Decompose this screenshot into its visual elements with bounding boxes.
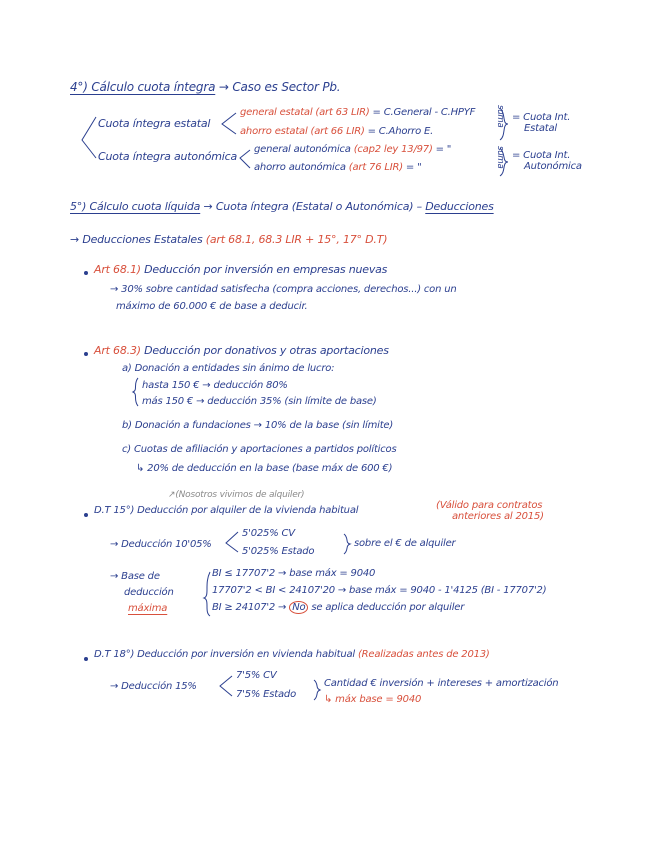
deducciones-estatales-line xyxy=(70,233,387,246)
art683-title-red: Art 68.3) xyxy=(94,344,141,357)
ahorro-estatal-ref: (art 66 LIR) xyxy=(310,126,365,137)
deducciones-estatales-ref: (art 68.1, 68.3 LIR + 15°, 17° D.T) xyxy=(205,233,388,246)
dt15-base-line2: deducción xyxy=(124,587,174,598)
bullet-art683 xyxy=(84,352,88,356)
dt18-title-line xyxy=(94,649,490,660)
dt15-estado: 5'025% Estado xyxy=(242,546,315,557)
cuota-int-estatal-line1: = Cuota Int. xyxy=(512,112,571,123)
dt15-base-line3: máxima xyxy=(128,603,168,614)
art681-line1 xyxy=(110,284,456,295)
cuota-int-estatal-line2: Estatal xyxy=(524,123,558,134)
dt15-rule3 xyxy=(212,602,464,613)
ahorro-autonomica-line xyxy=(254,162,421,173)
section5-heading-mid: → Cuota íntegra (Estatal o Autonómica) – xyxy=(203,200,422,213)
section4-heading xyxy=(70,80,340,94)
dt15-rule1: BI ≤ 17707'2 → base máx = 9040 xyxy=(212,568,376,579)
art681-title-red: Art 68.1) xyxy=(94,263,141,276)
general-estatal-label: general estatal xyxy=(240,107,313,118)
dt15-title-red xyxy=(436,500,544,522)
art683-a1: hasta 150 € → deducción 80% xyxy=(142,380,288,391)
general-autonomica-line xyxy=(254,144,451,155)
cuota-integra-autonomica-label: Cuota íntegra autonómica xyxy=(98,150,238,163)
dt18-max: ↳ máx base = 9040 xyxy=(324,694,422,705)
suma-label-autonomica: suma xyxy=(495,146,505,169)
ahorro-autonomica-result: = " xyxy=(405,162,422,173)
cuota-int-estatal-result xyxy=(512,112,570,134)
ahorro-estatal-line xyxy=(240,126,433,137)
dt18-estado: 7'5% Estado xyxy=(236,689,296,700)
general-autonomica-ref: (cap2 ley 13/97) xyxy=(353,144,433,155)
dt15-base-label xyxy=(110,569,174,617)
deducciones-estatales-label: → Deducciones Estatales xyxy=(70,233,203,246)
dt18-deduccion: → Deducción 15% xyxy=(110,681,197,692)
dt18-cantidad: Cantidad € inversión + intereses + amortización xyxy=(324,678,559,689)
dt15-rule3-b: se aplica deducción por alquiler xyxy=(311,602,465,613)
section4-heading-suffix: → Caso es Sector Pb. xyxy=(218,80,341,94)
ahorro-autonomica-label: ahorro autonómica xyxy=(254,162,346,173)
cuota-int-autonomica-result xyxy=(512,150,582,172)
dt15-title-red-line2: anteriores al 2015) xyxy=(452,511,544,522)
dt15-rule2: 17707'2 < BI < 24107'20 → base máx = 9040 - 1'4125 (BI - 17707'2) xyxy=(212,585,547,596)
section5-heading xyxy=(70,200,494,213)
dt18-title: D.T 18°) Deducción por inversión en vivienda habitual xyxy=(94,649,355,660)
section5-heading-text: 5°) Cálculo cuota líquida xyxy=(70,200,201,213)
art683-title-blue: Deducción por donativos y otras aportaciones xyxy=(144,344,389,357)
ahorro-estatal-result: = C.Ahorro E. xyxy=(367,126,434,137)
cuota-integra-estatal-label: Cuota íntegra estatal xyxy=(98,117,211,130)
dt15-base-line1: → Base de xyxy=(110,571,160,582)
dt15-cv: 5'025% CV xyxy=(242,528,295,539)
dt15-rule3-a: BI ≥ 24107'2 → xyxy=(212,602,287,613)
dt15-sobre: sobre el € de alquiler xyxy=(354,538,456,549)
cuota-int-autonomica-line1: = Cuota Int. xyxy=(512,150,571,161)
dt15-note: ↗(Nosotros vivimos de alquiler) xyxy=(168,490,305,500)
art681-line2: máximo de 60.000 € de base a deducir. xyxy=(116,301,308,312)
general-estatal-ref: (art 63 LIR) xyxy=(315,107,370,118)
art681-line1-text: sobre cantidad satisfecha (compra acciones, derechos...) con un xyxy=(145,284,457,295)
art683-title xyxy=(94,344,389,357)
dt15-title: D.T 15°) Deducción por alquiler de la vivienda habitual xyxy=(94,505,359,516)
art683-a-label: a) Donación a entidades sin ánimo de lucro: xyxy=(122,363,335,374)
general-autonomica-result: = " xyxy=(435,144,452,155)
art683-b: b) Donación a fundaciones → 10% de la base (sin límite) xyxy=(122,420,394,431)
bullet-dt15 xyxy=(84,513,88,517)
ahorro-autonomica-ref: (art 76 LIR) xyxy=(348,162,403,173)
dt15-deduccion: → Deducción 10'05% xyxy=(110,539,212,550)
art681-title xyxy=(94,263,387,276)
general-autonomica-label: general autonómica xyxy=(254,144,351,155)
art681-title-blue: Deducción por inversión en empresas nuevas xyxy=(144,263,388,276)
general-estatal-result: = C.General - C.HPYF xyxy=(372,107,476,118)
art683-c2: ↳ 20% de deducción en la base (base máx de 600 €) xyxy=(136,463,393,474)
section5-heading-end: Deducciones xyxy=(425,200,494,213)
suma-label-estatal: suma xyxy=(495,105,505,128)
dt18-cv: 7'5% CV xyxy=(236,670,277,681)
section4-heading-text: 4°) Cálculo cuota íntegra xyxy=(70,80,216,94)
dt15-title-red-line1: (Válido para contratos xyxy=(436,500,543,511)
cuota-int-autonomica-line2: Autonómica xyxy=(524,161,582,172)
dt15-rule3-no: No xyxy=(289,601,308,614)
art683-a2: más 150 € → deducción 35% (sin límite de base) xyxy=(142,396,377,407)
ahorro-estatal-label: ahorro estatal xyxy=(240,126,308,137)
art683-c1: c) Cuotas de afiliación y aportaciones a partidos políticos xyxy=(122,444,397,455)
bullet-dt18 xyxy=(84,657,88,661)
art681-line1-pct: → 30% xyxy=(110,284,143,295)
bullet-art681 xyxy=(84,271,88,275)
general-estatal-line xyxy=(240,107,475,118)
dt18-title-red: (Realizadas antes de 2013) xyxy=(357,649,490,660)
